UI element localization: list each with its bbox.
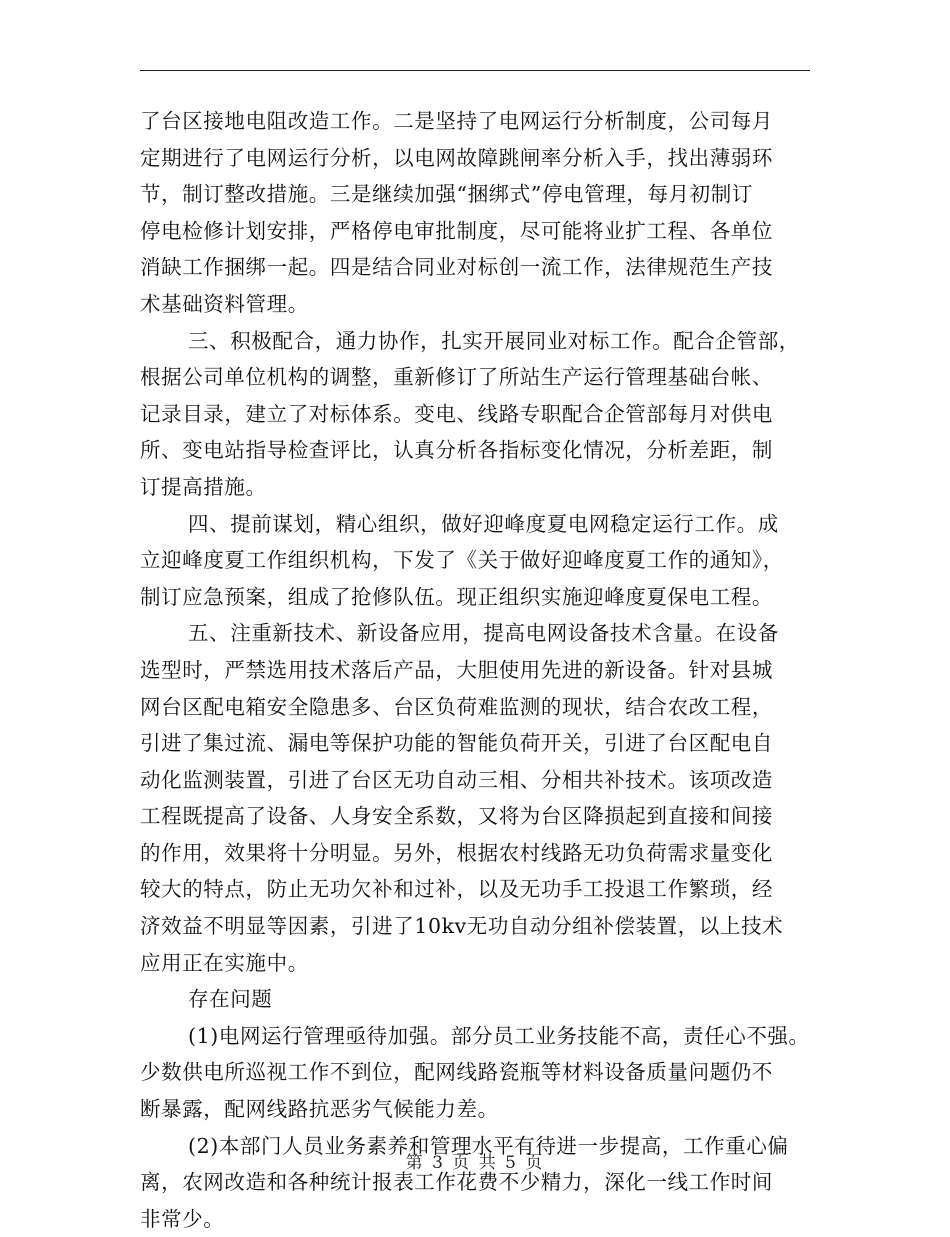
text-line: 制订应急预案，组成了抢修队伍。现正组织实施迎峰度夏保电工程。 bbox=[140, 584, 773, 609]
header-rule bbox=[140, 70, 810, 71]
text-line: 少数供电所巡视工作不到位，配网线路瓷瓶等材料设备质量问题仍不 bbox=[140, 1060, 773, 1085]
text-line: (1)电网运行管理亟待加强。部分员工业务技能不高，责任心不强。 bbox=[188, 1023, 810, 1048]
text-line: 定期进行了电网运行分析，以电网故障跳闸率分析入手，找出薄弱环 bbox=[140, 145, 773, 170]
text-line: 非常少。 bbox=[140, 1206, 225, 1231]
text-line: 四、提前谋划，精心组织，做好迎峰度夏电网稳定运行工作。成 bbox=[188, 511, 779, 536]
text-line: 动化监测装置，引进了台区无功自动三相、分相共补技术。该项改造 bbox=[140, 767, 773, 792]
text-line: 三、积极配合，通力协作，扎实开展同业对标工作。配合企管部， bbox=[188, 328, 800, 353]
text-line: 了台区接地电阻改造工作。二是坚持了电网运行分析制度，公司每月 bbox=[140, 109, 773, 133]
text-line: 济效益不明显等因素，引进了10kv无功自动分组补偿装置，以上技术 bbox=[140, 914, 784, 939]
text-line: 订提高措施。 bbox=[140, 474, 267, 499]
text-line: 的作用，效果将十分明显。另外，根据农村线路无功负荷需求量变化 bbox=[140, 840, 773, 865]
text-line: 立迎峰度夏工作组织机构，下发了《关于做好迎峰度夏工作的通知》， bbox=[140, 548, 784, 573]
text-line: 离，农网改造和各种统计报表工作花费不少精力，深化一线工作时间 bbox=[140, 1170, 773, 1195]
page-number: 第 3 页 共 5 页 bbox=[405, 1153, 545, 1173]
text-line: 记录目录，建立了对标体系。变电、线路专职配合企管部每月对供电 bbox=[140, 401, 773, 426]
text-line: 五、注重新技术、新设备应用，提高电网设备技术含量。在设备 bbox=[188, 621, 779, 646]
text-line: 网台区配电箱安全隐患多、台区负荷难监测的现状，结合农改工程， bbox=[140, 694, 773, 719]
text-line: 应用正在实施中。 bbox=[140, 950, 309, 975]
text-line: 节，制订整改措施。三是继续加强“捆绑式”停电管理，每月初制订 bbox=[140, 182, 753, 207]
text-line: 引进了集过流、漏电等保护功能的智能负荷开关，引进了台区配电自 bbox=[140, 731, 773, 756]
text-line: (2)本部门人员业务素养和管理水平有待进一步提高，工作重心偏 bbox=[188, 1133, 789, 1158]
text-line: 停电检修计划安排，严格停电审批制度，尽可能将业扩工程、各单位 bbox=[140, 218, 773, 243]
text-line: 所、变电站指导检查评比，认真分析各指标变化情况，分析差距，制 bbox=[140, 438, 773, 463]
text-line: 术基础资料管理。 bbox=[140, 291, 309, 316]
text-line: 工程既提高了设备、人身安全系数，又将为台区降损起到直接和间接 bbox=[140, 804, 773, 829]
text-line: 消缺工作捆绑一起。四是结合同业对标创一流工作，法律规范生产技 bbox=[140, 255, 773, 280]
text-line: 选型时，严禁选用技术落后产品，大胆使用先进的新设备。针对县城 bbox=[140, 657, 773, 682]
text-line: 较大的特点，防止无功欠补和过补，以及无功手工投退工作繁琐，经 bbox=[140, 877, 773, 902]
text-line: 断暴露，配网线路抗恶劣气候能力差。 bbox=[140, 1097, 499, 1122]
text-line: 根据公司单位机构的调整，重新修订了所站生产运行管理基础台帐、 bbox=[140, 365, 773, 390]
document-body bbox=[140, 103, 820, 1237]
text-line: 存在问题 bbox=[188, 987, 273, 1012]
